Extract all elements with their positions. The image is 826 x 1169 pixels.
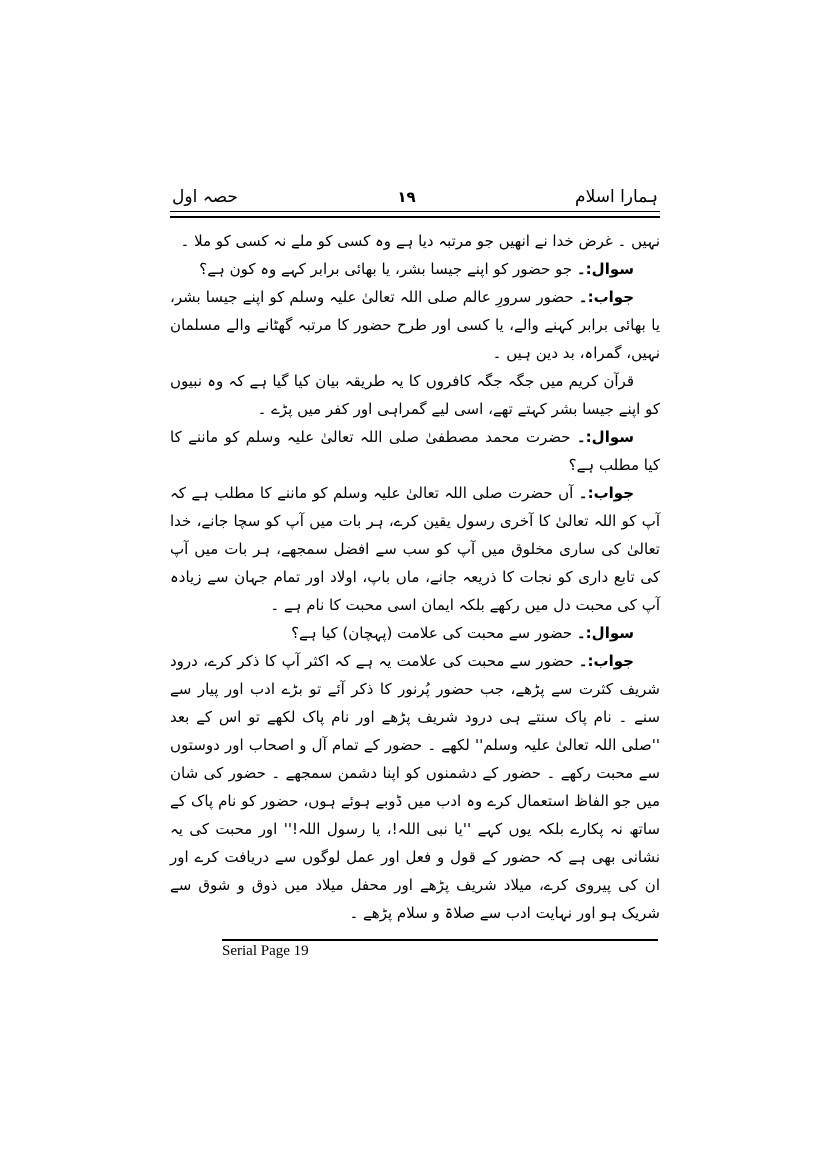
body-paragraph [170, 227, 660, 255]
header-rule-thick [170, 216, 660, 218]
question-paragraph [170, 423, 660, 479]
answer-text: آں حضرت صلی اللہ تعالیٰ علیہ وسلم کو ماننے کا مطلب ہے کہ آپ کو اللہ تعالیٰ کا آخری رسول یقین کرے، ہر بات میں آپ کو سچا جانے، خدا تعالیٰ کی ساری مخلوق میں آپ کو سب سے افضل سمجھے، ہر بات میں آپ کی تابع داری کو نجات کا ذریعہ جانے، ماں باپ، اولاد اور تمام جہان سے زیادہ آپ کی محبت دل میں رکھے بلکہ ایمان اسی محبت کا نام ہے ۔ [170, 484, 660, 614]
paragraph-text: قرآن کریم میں جگہ جگہ کافروں کا یہ طریقہ بیان کیا گیا ہے کہ وہ نبیوں کو اپنے جیسا بشر کہتے تھے، اسی لیے گمراہی اور کفر میں پڑے ۔ [170, 372, 660, 418]
footer-rule [222, 939, 658, 941]
serial-page-text: Serial Page 19 [222, 943, 309, 959]
page-body [170, 227, 660, 939]
serial-page-label [222, 943, 660, 960]
question-paragraph [170, 619, 660, 647]
question-label: سوال:۔ [576, 260, 634, 278]
question-text: جو حضور کو اپنے جیسا بشر، یا بھائی برابر کہے وہ کون ہے؟ [199, 260, 573, 278]
answer-label: جواب:۔ [578, 484, 634, 502]
page-content [170, 186, 660, 960]
paragraph-text: نہیں ۔ غرض خدا نے انھیں جو مرتبہ دیا ہے وہ کسی کو ملے نہ کسی کو ملا ۔ [180, 232, 660, 250]
question-label: سوال:۔ [576, 428, 634, 446]
body-paragraph [170, 367, 660, 423]
answer-paragraph [170, 647, 660, 927]
answer-text: حضور سرورِ عالم صلی اللہ تعالیٰ علیہ وسلم کو اپنے جیسا بشر، یا بھائی برابر کہنے والے، یا کسی اور طرح حضور کا مرتبہ گھٹانے والے مسلمان نہیں، گمراہ، بد دین ہیں ۔ [170, 288, 660, 362]
answer-paragraph [170, 479, 660, 619]
answer-paragraph [170, 283, 660, 367]
answer-label: جواب:۔ [578, 652, 634, 670]
page-header [170, 186, 660, 211]
header-book-title: ہمارا اسلام [575, 187, 658, 207]
header-section-title: حصہ اول [172, 187, 238, 207]
answer-label: جواب:۔ [578, 288, 634, 306]
header-rule-thin [170, 211, 660, 212]
question-text: حضور سے محبت کی علامت (پہچان) کیا ہے؟ [291, 624, 573, 642]
header-page-number: ۱۹ [397, 188, 416, 206]
question-text: حضرت محمد مصطفیٰ صلی اللہ تعالیٰ علیہ وسلم کو ماننے کا کیا مطلب ہے؟ [170, 428, 660, 474]
question-paragraph [170, 255, 660, 283]
question-label: سوال:۔ [576, 624, 634, 642]
answer-text: حضور سے محبت کی علامت یہ ہے کہ اکثر آپ کا ذکر کرے، درود شریف کثرت سے پڑھے، جب حضور پُرنور کا ذکر آئے تو بڑے ادب اور پیار سے سنے ۔ نام پاک سنتے ہی درود شریف پڑھے اور نام پاک لکھے تو اس کے بعد ''صلی اللہ تعالیٰ علیہ وسلم'' لکھے ۔ حضور کے تمام آل و اصحاب اور دوستوں سے محبت رکھے ۔ حضور کے دشمنوں کو اپنا دشمن سمجھے ۔ حضور کی شان میں جو الفاظ استعمال کرے وہ ادب میں ڈوبے ہوئے ہوں، حضور کو نام پاک کے ساتھ نہ پکارے بلکہ یوں کہے ''یا نبی اللہ!، یا رسول اللہ!'' اور محبت کی یہ نشانی بھی ہے کہ حضور کے قول و فعل اور عمل لوگوں سے دریافت کرے اور ان کی پیروی کرے، میلاد شریف پڑھے اور محفل میلاد میں ذوق و شوق سے شریک ہو اور نہایت ادب سے صلاۃ و سلام پڑھے ۔ [170, 652, 660, 922]
